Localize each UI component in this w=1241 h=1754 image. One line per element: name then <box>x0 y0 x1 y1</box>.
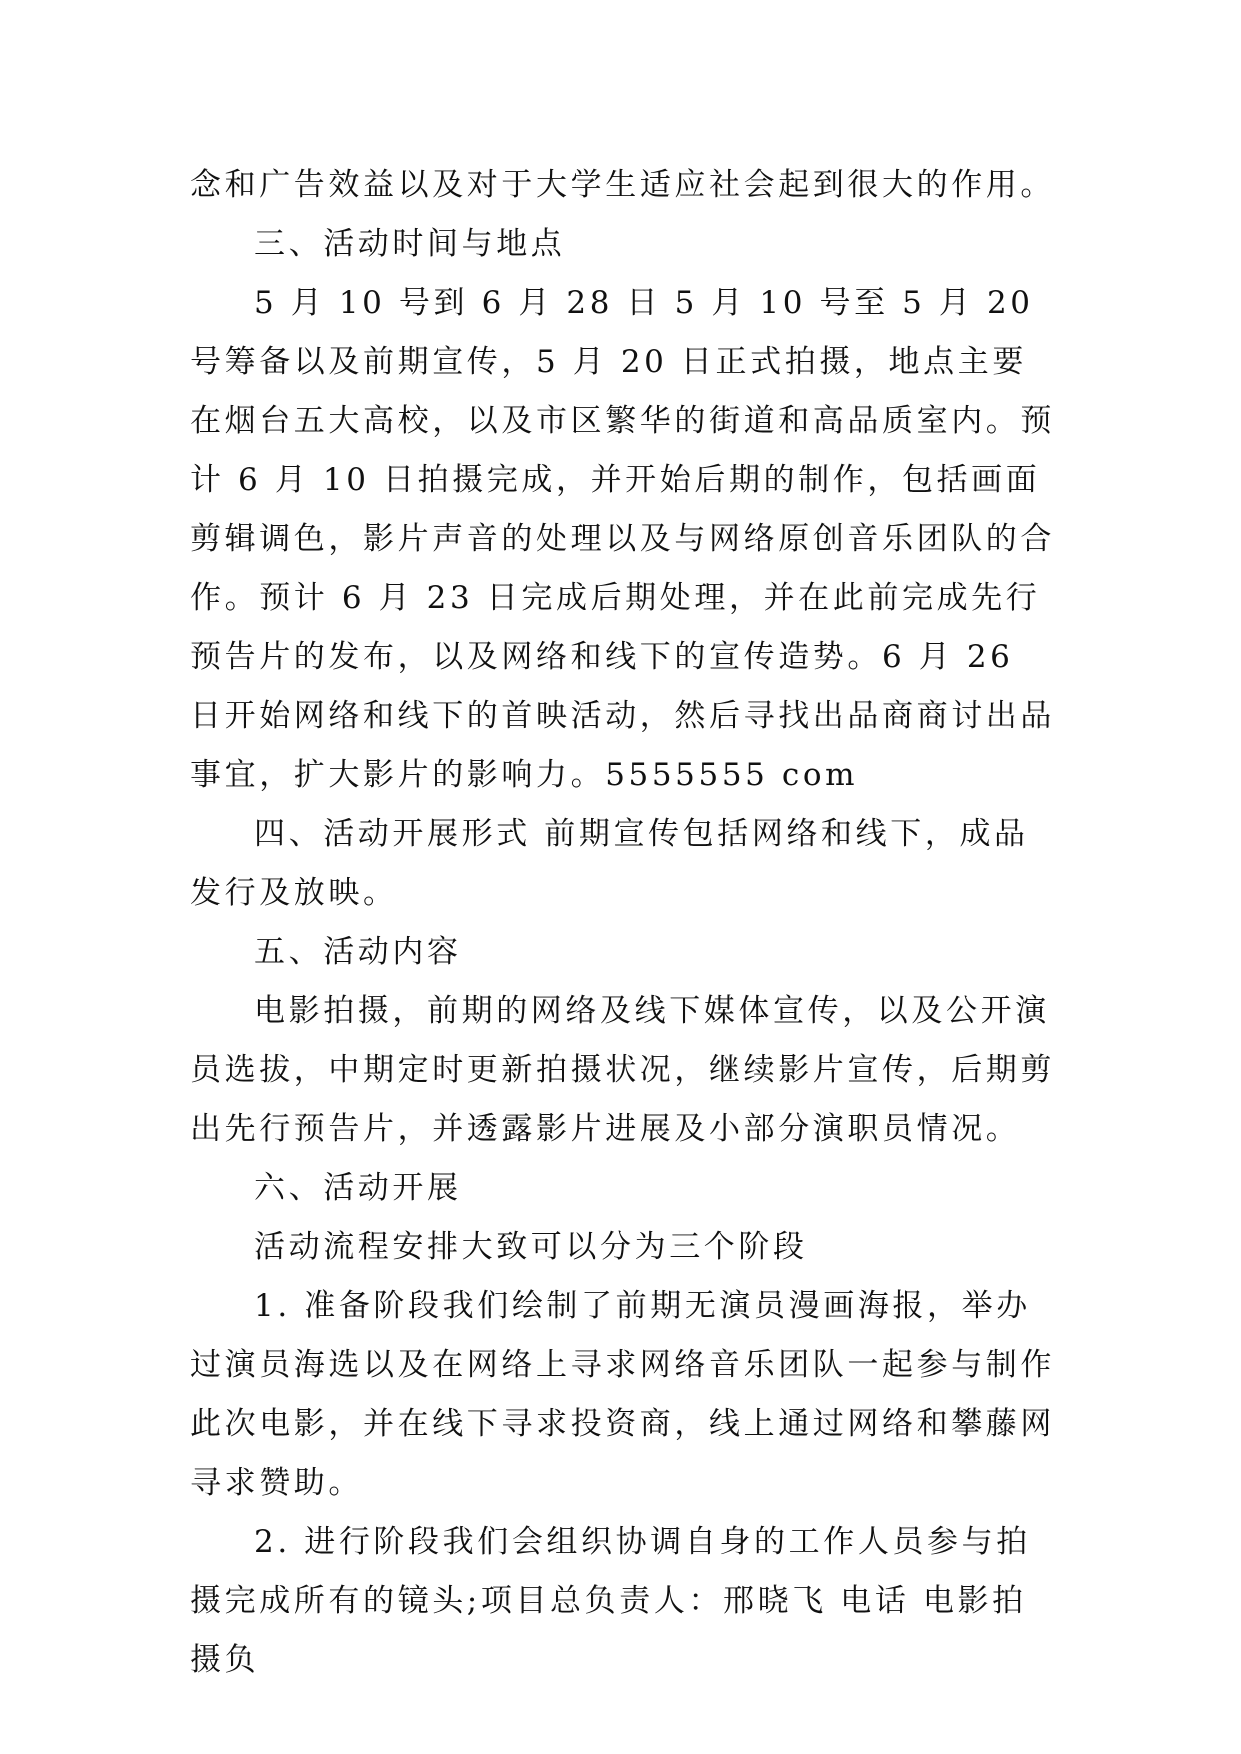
paragraph-content: 电影拍摄，前期的网络及线下媒体宣传，以及公开演员选拔，中期定时更新拍摄状况，继续影片宣传，后期剪出先行预告片，并透露影片进展及小部分演职员情况。 <box>190 993 1055 1147</box>
section-heading-development: 六、活动开展 <box>254 1170 462 1206</box>
paragraph-stages-intro: 活动流程安排大致可以分为三个阶段 <box>254 1229 808 1265</box>
paragraph-schedule: 5 月 10 号到 6 月 28 日 5 月 10 号至 5 月 20 号筹备以及前期宣传，5 月 20 日正式拍摄，地点主要在烟台五大高校，以及市区繁华的街道和高品质室内。预计 6 月 10 日拍摄完成，并开始后期的制作，包括画面剪辑调色，影片声音的处理以及与网络原创音乐团队的合作。预计 6 月 23 日完成后期处理，并在此前完成先行预告片的发布，以及网络和线下的宣传造势。6 月 26 日开始网络和线下的首映活动，然后寻找出品商商讨出品事宜，扩大影片的影响力。5555555 com <box>190 285 1055 793</box>
section-heading-time-location: 三、活动时间与地点 <box>254 226 566 262</box>
paragraph-stage-1: 1. 准备阶段我们绘制了前期无演员漫画海报，举办过演员海选以及在网络上寻求网络音乐团队一起参与制作此次电影，并在线下寻求投资商，线上通过网络和攀藤网寻求赞助。 <box>190 1288 1055 1501</box>
section-heading-format: 四、活动开展形式 前期宣传包括网络和线下，成品发行及放映。 <box>190 816 1029 911</box>
paragraph-continuation: 念和广告效益以及对于大学生适应社会起到很大的作用。 <box>190 167 1055 203</box>
paragraph-stage-2: 2. 进行阶段我们会组织协调自身的工作人员参与拍摄完成所有的镜头;项目总负责人：邢晓飞 电话 电影拍摄负 <box>190 1524 1031 1678</box>
section-heading-content: 五、活动内容 <box>254 934 462 970</box>
document-body <box>190 156 1060 1690</box>
